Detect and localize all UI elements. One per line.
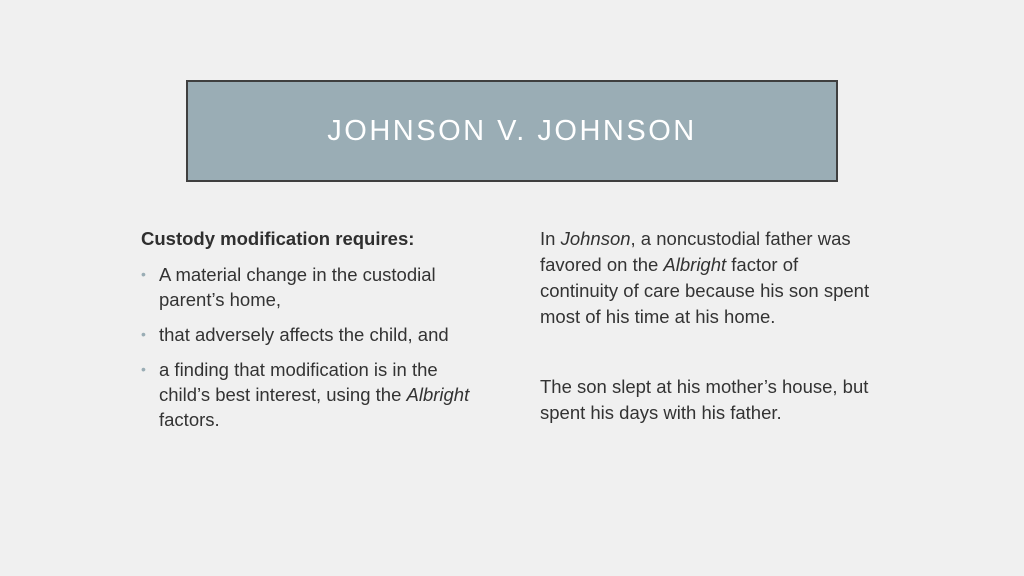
case-summary-pre: In [540,228,561,249]
bullet-text-italic: Albright [406,384,470,405]
bullet-dot-icon: • [141,361,146,377]
bullet-dot-icon: • [141,266,146,282]
bullet-text-pre: a finding that modification is in the child’s best interest, using the [159,359,438,405]
list-item [141,322,491,347]
case-summary-mid: , a noncustodial father was favored on the [540,228,851,275]
detail-paragraph: The son slept at his mother’s house, but spent his days with his father. [540,376,869,423]
bullet-dot-icon: • [141,326,146,342]
requirements-list [141,262,491,432]
factor-name-italic: Albright [663,254,727,275]
title-banner [186,80,838,182]
slide-title: JOHNSON V. JOHNSON [327,114,697,147]
left-column [141,226,491,442]
bullet-text: that adversely affects the child, and [159,324,449,345]
requirements-heading: Custody modification requires: [141,228,415,249]
case-summary-paragraph [540,226,870,330]
case-summary-post: factor of continuity of care because his son spent most of his time at his home. [540,254,870,327]
list-item [141,262,491,312]
bullet-text-post: factors. [159,409,220,430]
bullet-text: A material change in the custodial parent’s home, [159,264,436,310]
case-name-italic: Johnson [560,228,631,249]
list-item [141,357,491,432]
right-column [540,226,870,426]
